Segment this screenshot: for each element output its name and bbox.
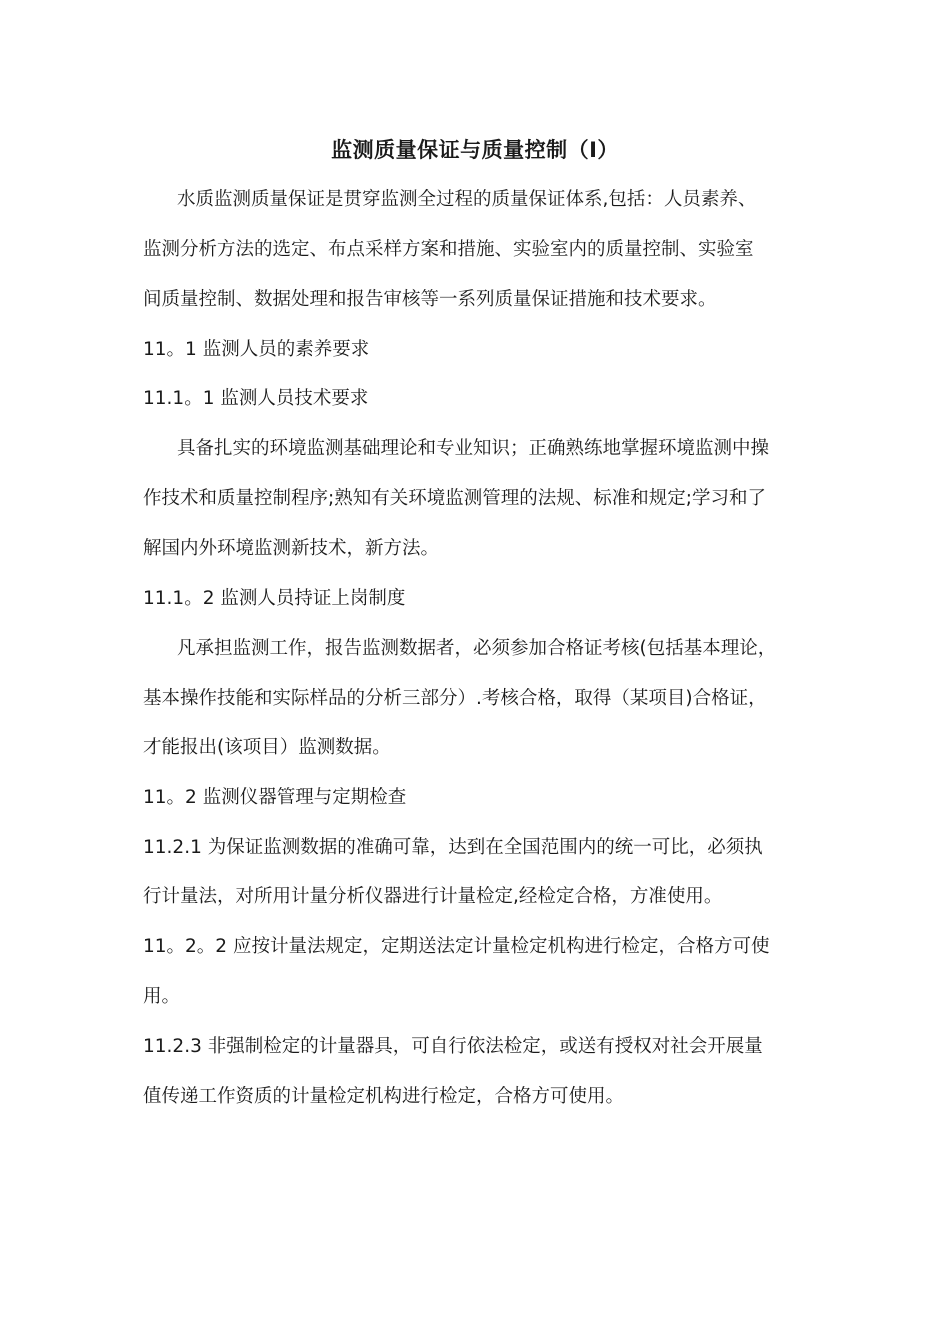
- subsection-heading: 11.1。1 监测人员技术要求: [143, 388, 369, 409]
- paragraph-line: 解国内外环境监测新技术，新方法。: [143, 538, 440, 559]
- paragraph-line: 11.2.1 为保证监测数据的准确可靠，达到在全国范围内的统一可比，必须执: [143, 837, 763, 858]
- paragraph-line: 11。2。2 应按计量法规定，定期送法定计量检定机构进行检定，合格方可使: [143, 936, 770, 957]
- paragraph-line: 用。: [143, 986, 181, 1007]
- paragraph-line: 凡承担监测工作，报告监测数据者，必须参加合格证考核(包括基本理论，: [177, 638, 777, 659]
- paragraph-line: 间质量控制、数据处理和报告审核等一系列质量保证措施和技术要求。: [143, 289, 717, 310]
- subsection-heading: 11.1。2 监测人员持证上岗制度: [143, 588, 406, 609]
- paragraph-line: 具备扎实的环境监测基础理论和专业知识；正确熟练地掌握环境监测中操: [177, 438, 770, 459]
- section-heading: 11。1 监测人员的素养要求: [143, 339, 370, 360]
- section-heading: 11。2 监测仪器管理与定期检查: [143, 787, 407, 808]
- page-title: 监测质量保证与质量控制（Ⅰ）: [331, 138, 619, 162]
- paragraph-line: 值传递工作资质的计量检定机构进行检定，合格方可使用。: [143, 1086, 625, 1107]
- paragraph-line: 水质监测质量保证是贯穿监测全过程的质量保证体系,包括：人员素养、: [177, 189, 757, 210]
- paragraph-line: 监测分析方法的选定、布点采样方案和措施、实验室内的质量控制、实验室: [143, 239, 754, 260]
- paragraph-line: 基本操作技能和实际样品的分析三部分）.考核合格，取得（某项目)合格证，: [143, 688, 767, 709]
- paragraph-line: 行计量法，对所用计量分析仪器进行计量检定,经检定合格，方准使用。: [143, 886, 723, 907]
- paragraph-line: 作技术和质量控制程序;熟知有关环境监测管理的法规、标准和规定;学习和了: [143, 488, 766, 509]
- paragraph-line: 11.2.3 非强制检定的计量器具，可自行依法检定，或送有授权对社会开展量: [143, 1036, 763, 1057]
- paragraph-line: 才能报出(该项目）监测数据。: [143, 737, 391, 758]
